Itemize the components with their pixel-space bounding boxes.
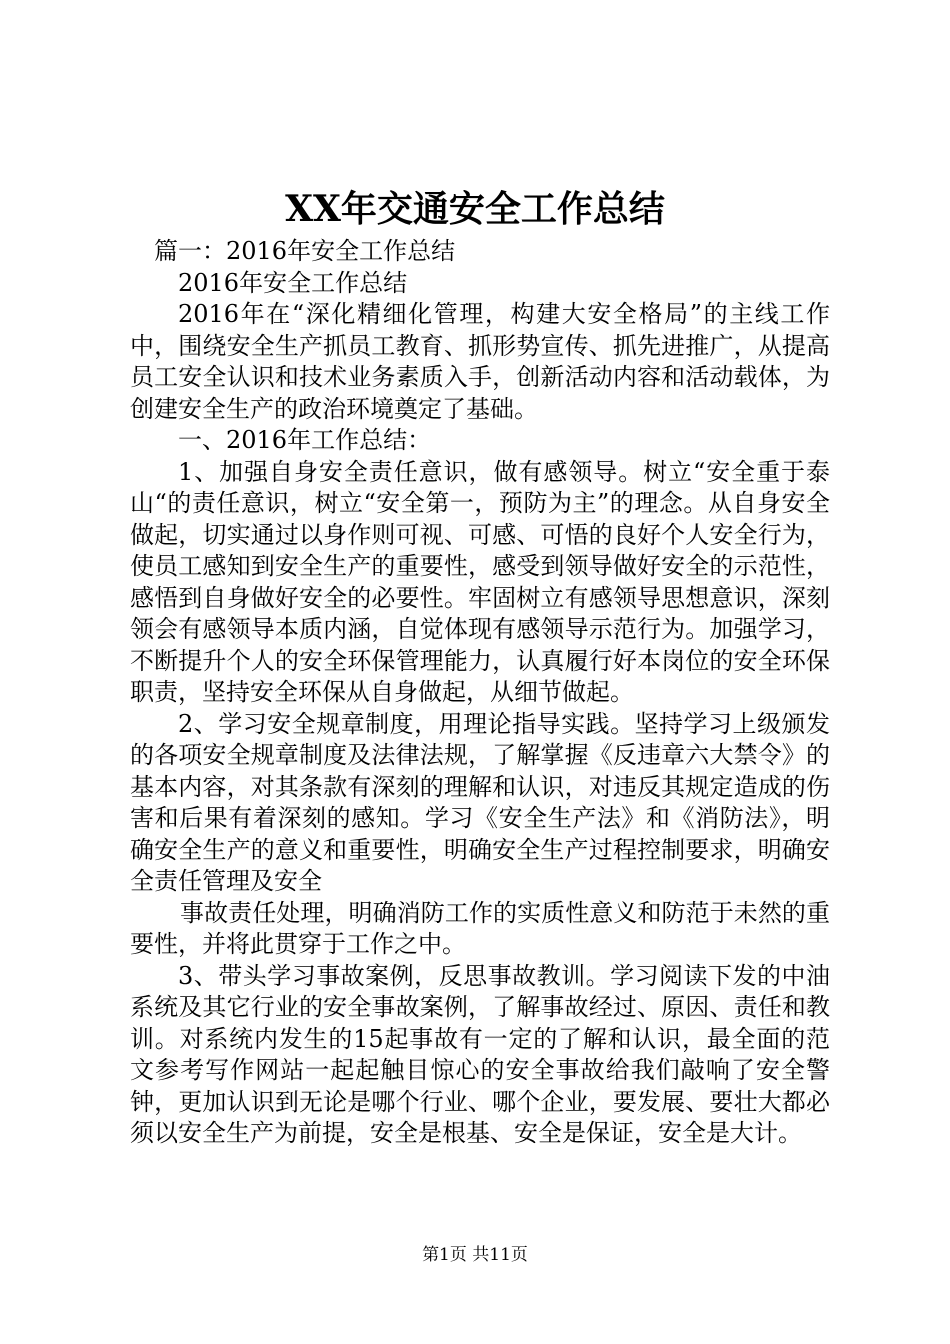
- document-title: XX年交通安全工作总结: [285, 188, 665, 230]
- page-number-footer: 第1页 共11页: [422, 1245, 528, 1265]
- paragraph-item-2: 2、学习安全规章制度，用理论指导实践。坚持学习上级颁发的各项安全规章制度及法律法规，了解掌握《反违章六大禁令》的基本内容，对其条款有深刻的理解和认识，对违反其规定造成的伤害和后果有着深刻的感知。学习《安全生产法》和《消防法》，明确安全生产的意义和重要性，明确安全生产过程控制要求，明确安全责任管理及安全: [130, 709, 830, 895]
- paragraph-subtitle: 2016年安全工作总结: [178, 268, 408, 297]
- paragraph-section-heading: 篇一：2016年安全工作总结: [154, 237, 456, 265]
- paragraph-item-2-continued: 事故责任处理，明确消防工作的实质性意义和防范于未然的重要性，并将此贯穿于工作之中。: [130, 898, 830, 958]
- paragraph-item-3: 3、带头学习事故案例，反思事故教训。学习阅读下发的中油系统及其它行业的安全事故案例，了解事故经过、原因、责任和教训。对系统内发生的15起事故有一定的了解和认识，最全面的范文参考写作网站一起起触目惊心的安全事故给我们敲响了安全警钟，更加认识到无论是哪个行业、哪个企业，要发展、要壮大都必须以安全生产为前提，安全是根基、安全是保证，安全是大计。: [130, 961, 830, 1147]
- document-body: [130, 236, 830, 1150]
- paragraph-item-1: 1、加强自身安全责任意识，做有感领导。树立“安全重于泰山“的责任意识，树立“安全第一，预防为主”的理念。从自身安全做起，切实通过以身作则可视、可感、可悟的良好个人安全行为，使员工感知到安全生产的重要性，感受到领导做好安全的示范性，感悟到自身做好安全的必要性。牢固树立有感领导思想意识，深刻领会有感领导本质内涵，自觉体现有感领导示范行为。加强学习，不断提升个人的安全环保管理能力，认真履行好本岗位的安全环保职责，坚持安全环保从自身做起，从细节做起。: [130, 457, 830, 706]
- paragraph-heading-summary: 一、2016年工作总结：: [178, 426, 432, 454]
- paragraph-intro: 2016年在“深化精细化管理，构建大安全格局”的主线工作中，围绕安全生产抓员工教育、抓形势宣传、抓先进推广，从提高员工安全认识和技术业务素质入手，创新活动内容和活动载体，为创建安全生产的政治环境奠定了基础。: [130, 300, 830, 423]
